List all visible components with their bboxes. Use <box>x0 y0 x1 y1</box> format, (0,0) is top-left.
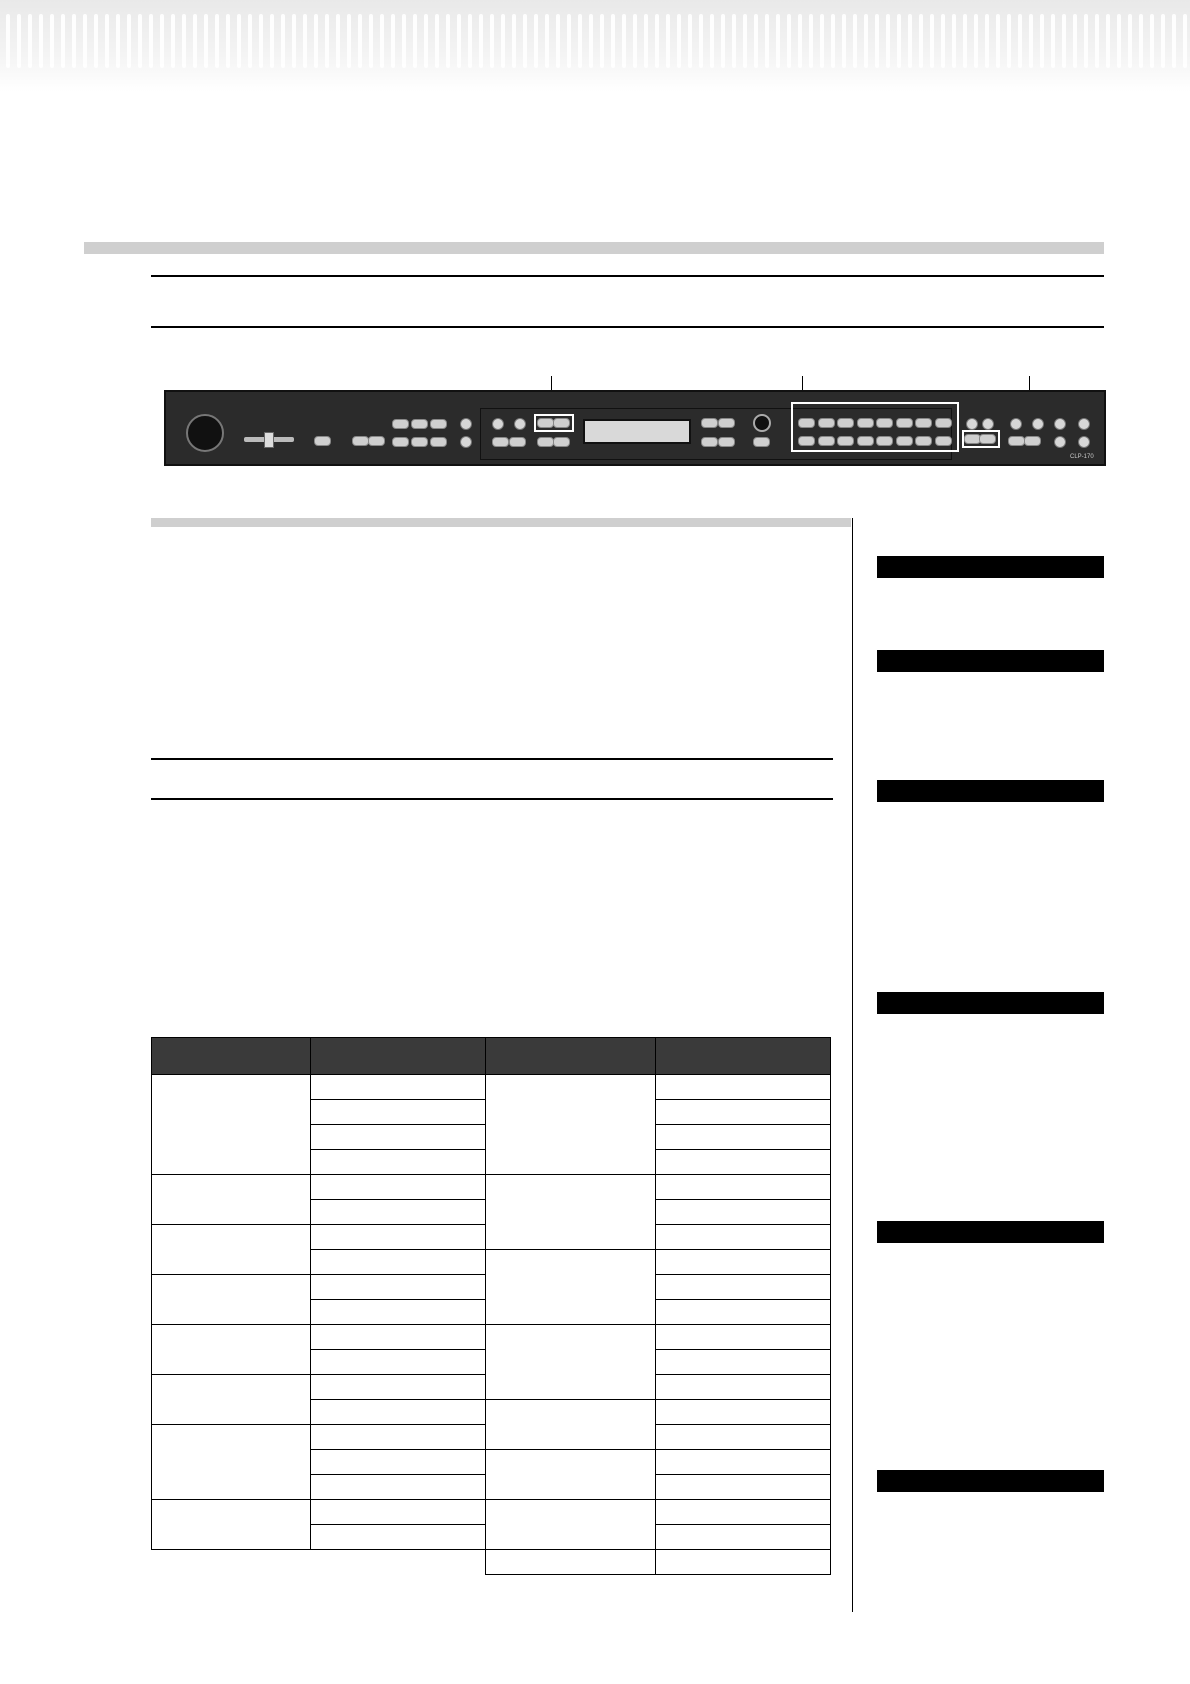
table-cell <box>656 1400 831 1425</box>
panel-button <box>492 437 509 447</box>
panel-round-button <box>966 418 978 430</box>
panel-button <box>537 437 554 447</box>
table-cell <box>311 1375 486 1400</box>
banner-key <box>633 14 637 68</box>
banner-key <box>1117 14 1121 68</box>
table-cell <box>656 1075 831 1100</box>
banner-key <box>556 14 560 68</box>
table-row <box>152 1550 831 1575</box>
table-cell <box>152 1325 311 1375</box>
panel-round-button <box>1032 418 1044 430</box>
banner-key <box>501 14 505 68</box>
sidebar-heading-bar <box>877 650 1104 672</box>
banner-key <box>94 14 98 68</box>
banner-key <box>545 14 549 68</box>
table-cell <box>656 1525 831 1550</box>
banner-key <box>1084 14 1088 68</box>
voice-button <box>876 436 893 446</box>
table-cell <box>152 1275 311 1325</box>
banner-key <box>688 14 692 68</box>
table-cell <box>311 1150 486 1175</box>
banner-key <box>83 14 87 68</box>
table-cell <box>656 1300 831 1325</box>
banner-key <box>831 14 835 68</box>
table-cell <box>656 1425 831 1450</box>
banner-key <box>457 14 461 68</box>
banner-key <box>138 14 142 68</box>
banner-key <box>1040 14 1044 68</box>
banner-key <box>270 14 274 68</box>
banner-key <box>1007 14 1011 68</box>
voice-button <box>935 418 952 428</box>
panel-button <box>718 418 735 428</box>
sidebar-heading-bar <box>877 556 1104 578</box>
title-rule-bottom <box>151 326 1104 328</box>
table-cell <box>311 1500 486 1525</box>
voice-button <box>935 436 952 446</box>
banner-key <box>1073 14 1077 68</box>
sidebar-heading-bar <box>877 992 1104 1014</box>
table-cell <box>311 1300 486 1325</box>
table-cell <box>311 1550 486 1575</box>
panel-button <box>352 436 369 446</box>
banner-key <box>941 14 945 68</box>
banner-key <box>985 14 989 68</box>
banner-key <box>875 14 879 68</box>
table-cell <box>656 1250 831 1275</box>
banner-key <box>336 14 340 68</box>
banner-key <box>435 14 439 68</box>
banner-key <box>468 14 472 68</box>
voice-button <box>837 418 854 428</box>
panel-button <box>701 437 718 447</box>
banner-key <box>820 14 824 68</box>
panel-round-button <box>460 436 472 448</box>
banner-key <box>600 14 604 68</box>
banner-key <box>754 14 758 68</box>
table-cell <box>486 1325 656 1400</box>
table-cell <box>152 1500 311 1550</box>
banner-key <box>391 14 395 68</box>
sidebar-heading-bar <box>877 1221 1104 1243</box>
banner-key <box>842 14 846 68</box>
banner-key <box>6 14 10 68</box>
banner-key <box>787 14 791 68</box>
highlight-box-voice <box>791 402 959 452</box>
table-cell <box>311 1100 486 1125</box>
column-divider <box>852 518 853 1612</box>
banner-key <box>292 14 296 68</box>
panel-round-button <box>460 418 472 430</box>
table-cell <box>656 1350 831 1375</box>
table-cell <box>311 1125 486 1150</box>
table-row <box>152 1500 831 1525</box>
banner-key <box>611 14 615 68</box>
subsection-header-bar <box>151 518 851 527</box>
banner-key <box>952 14 956 68</box>
table-cell <box>311 1250 486 1275</box>
table-cell <box>152 1425 311 1500</box>
model-label: CLP-170 <box>1070 454 1094 460</box>
banner-key <box>655 14 659 68</box>
banner-key <box>886 14 890 68</box>
banner-key <box>589 14 593 68</box>
banner-key <box>523 14 527 68</box>
voice-button <box>915 436 932 446</box>
banner-key <box>809 14 813 68</box>
banner-key <box>237 14 241 68</box>
banner-key <box>72 14 76 68</box>
panel-round-button <box>492 418 504 430</box>
table-cell <box>656 1475 831 1500</box>
banner-key <box>116 14 120 68</box>
banner-key <box>853 14 857 68</box>
banner-key <box>721 14 725 68</box>
panel-button <box>411 419 428 429</box>
panel-round-button <box>1054 436 1066 448</box>
banner-key <box>358 14 362 68</box>
banner-key <box>1062 14 1066 68</box>
title-rule-top <box>151 275 1104 277</box>
table-row <box>152 1175 831 1200</box>
banner-key <box>226 14 230 68</box>
table-cell <box>152 1550 311 1575</box>
banner-key <box>534 14 538 68</box>
table-header-cell <box>152 1038 311 1075</box>
banner-key <box>622 14 626 68</box>
banner-key <box>248 14 252 68</box>
banner-key <box>864 14 868 68</box>
voice-button <box>915 418 932 428</box>
banner-key <box>1128 14 1132 68</box>
table-cell <box>486 1250 656 1325</box>
panel-button <box>553 418 570 428</box>
banner-key <box>798 14 802 68</box>
panel-round-button <box>1054 418 1066 430</box>
banner-key <box>490 14 494 68</box>
banner-key <box>567 14 571 68</box>
banner-key <box>424 14 428 68</box>
table-cell <box>311 1525 486 1550</box>
banner-key <box>578 14 582 68</box>
table-cell <box>311 1425 486 1450</box>
subtitle-rule-bottom <box>151 798 833 800</box>
voice-button <box>857 418 874 428</box>
banner-key <box>963 14 967 68</box>
banner-key <box>732 14 736 68</box>
banner-key <box>1150 14 1154 68</box>
panel-round-button <box>1010 418 1022 430</box>
table-cell <box>486 1075 656 1175</box>
panel-button <box>392 419 409 429</box>
panel-round-button <box>1078 436 1090 448</box>
voice-button <box>857 436 874 446</box>
banner-key <box>1183 14 1187 68</box>
voice-button <box>896 418 913 428</box>
banner-key <box>644 14 648 68</box>
table-cell <box>311 1450 486 1475</box>
banner-key <box>314 14 318 68</box>
lcd-display <box>583 419 691 444</box>
banner-key <box>149 14 153 68</box>
banner-key <box>17 14 21 68</box>
panel-button <box>1008 436 1025 446</box>
banner-key <box>259 14 263 68</box>
banner-key <box>28 14 32 68</box>
banner-key <box>1018 14 1022 68</box>
table-cell <box>311 1325 486 1350</box>
table-cell <box>656 1125 831 1150</box>
table-cell <box>152 1075 311 1175</box>
panel-button <box>553 437 570 447</box>
table-cell <box>311 1175 486 1200</box>
table-cell <box>656 1150 831 1175</box>
panel-button <box>368 436 385 446</box>
slider-handle <box>264 432 274 448</box>
banner-key <box>446 14 450 68</box>
table-cell <box>311 1275 486 1300</box>
panel-button <box>537 418 554 428</box>
table-cell <box>656 1100 831 1125</box>
panel-round-button <box>514 418 526 430</box>
panel-button <box>392 437 409 447</box>
banner-key <box>105 14 109 68</box>
volume-knob <box>186 414 224 452</box>
subtitle-rule-top <box>151 758 833 760</box>
table-cell <box>656 1225 831 1250</box>
banner-key <box>1172 14 1176 68</box>
banner-key <box>204 14 208 68</box>
table-header-row <box>152 1038 831 1075</box>
banner-key <box>325 14 329 68</box>
panel-button <box>718 437 735 447</box>
panel-button <box>411 437 428 447</box>
voice-button <box>818 418 835 428</box>
section-header-bar <box>84 242 1104 254</box>
table-cell <box>486 1400 656 1450</box>
banner-key <box>413 14 417 68</box>
table-header-cell <box>486 1038 656 1075</box>
table-cell <box>311 1400 486 1425</box>
table-cell <box>486 1175 656 1250</box>
panel-button <box>314 436 331 446</box>
panel-button <box>430 437 447 447</box>
sidebar-heading-bar <box>877 780 1104 802</box>
banner-key <box>281 14 285 68</box>
banner-key <box>402 14 406 68</box>
panel-button <box>979 434 996 444</box>
panel-button <box>509 437 526 447</box>
table-cell <box>311 1075 486 1100</box>
banner-key <box>765 14 769 68</box>
data-dial <box>753 414 771 432</box>
banner-key <box>677 14 681 68</box>
banner-key <box>1051 14 1055 68</box>
banner-key <box>908 14 912 68</box>
voice-button <box>876 418 893 428</box>
control-panel-illustration <box>164 390 1106 466</box>
table-cell <box>656 1375 831 1400</box>
banner-key <box>710 14 714 68</box>
table-cell <box>311 1475 486 1500</box>
banner-key <box>347 14 351 68</box>
banner-key <box>1106 14 1110 68</box>
table-cell <box>656 1325 831 1350</box>
banner-key <box>897 14 901 68</box>
banner-key <box>666 14 670 68</box>
table-cell <box>656 1450 831 1475</box>
banner-key <box>996 14 1000 68</box>
banner-key <box>479 14 483 68</box>
banner-key <box>61 14 65 68</box>
table-cell <box>656 1550 831 1575</box>
table-cell <box>656 1275 831 1300</box>
banner-key <box>919 14 923 68</box>
table-row <box>152 1325 831 1350</box>
banner-key <box>699 14 703 68</box>
banner-key <box>160 14 164 68</box>
banner-key <box>39 14 43 68</box>
table-cell <box>656 1500 831 1525</box>
keyboard-banner <box>0 0 1190 92</box>
sidebar-heading-bar <box>877 1470 1104 1492</box>
table-cell <box>486 1500 656 1550</box>
banner-key <box>50 14 54 68</box>
panel-round-button <box>982 418 994 430</box>
table-cell <box>656 1200 831 1225</box>
banner-key <box>1139 14 1143 68</box>
banner-key <box>1029 14 1033 68</box>
voice-button <box>896 436 913 446</box>
banner-key <box>215 14 219 68</box>
voice-button <box>837 436 854 446</box>
panel-button <box>430 419 447 429</box>
banner-key <box>171 14 175 68</box>
banner-key <box>1161 14 1165 68</box>
banner-key <box>1095 14 1099 68</box>
voice-table <box>151 1037 831 1575</box>
banner-key <box>974 14 978 68</box>
panel-button <box>1024 436 1041 446</box>
table-cell <box>486 1450 656 1500</box>
table-header-cell <box>311 1038 486 1075</box>
table-cell <box>656 1175 831 1200</box>
table-cell <box>152 1375 311 1425</box>
panel-button <box>701 418 718 428</box>
table-row <box>152 1075 831 1100</box>
table-cell <box>311 1225 486 1250</box>
banner-key <box>193 14 197 68</box>
panel-button <box>753 437 770 447</box>
table-header-cell <box>656 1038 831 1075</box>
voice-button <box>798 436 815 446</box>
banner-key <box>512 14 516 68</box>
banner-key <box>369 14 373 68</box>
banner-key <box>303 14 307 68</box>
banner-key <box>127 14 131 68</box>
voice-button <box>818 436 835 446</box>
banner-key <box>743 14 747 68</box>
banner-key <box>380 14 384 68</box>
panel-round-button <box>1078 418 1090 430</box>
table-cell <box>152 1175 311 1225</box>
table-cell <box>152 1225 311 1275</box>
banner-key <box>776 14 780 68</box>
banner-key <box>930 14 934 68</box>
voice-button <box>798 418 815 428</box>
table-cell <box>311 1200 486 1225</box>
table-cell <box>311 1350 486 1375</box>
table-cell <box>486 1550 656 1575</box>
banner-key <box>182 14 186 68</box>
